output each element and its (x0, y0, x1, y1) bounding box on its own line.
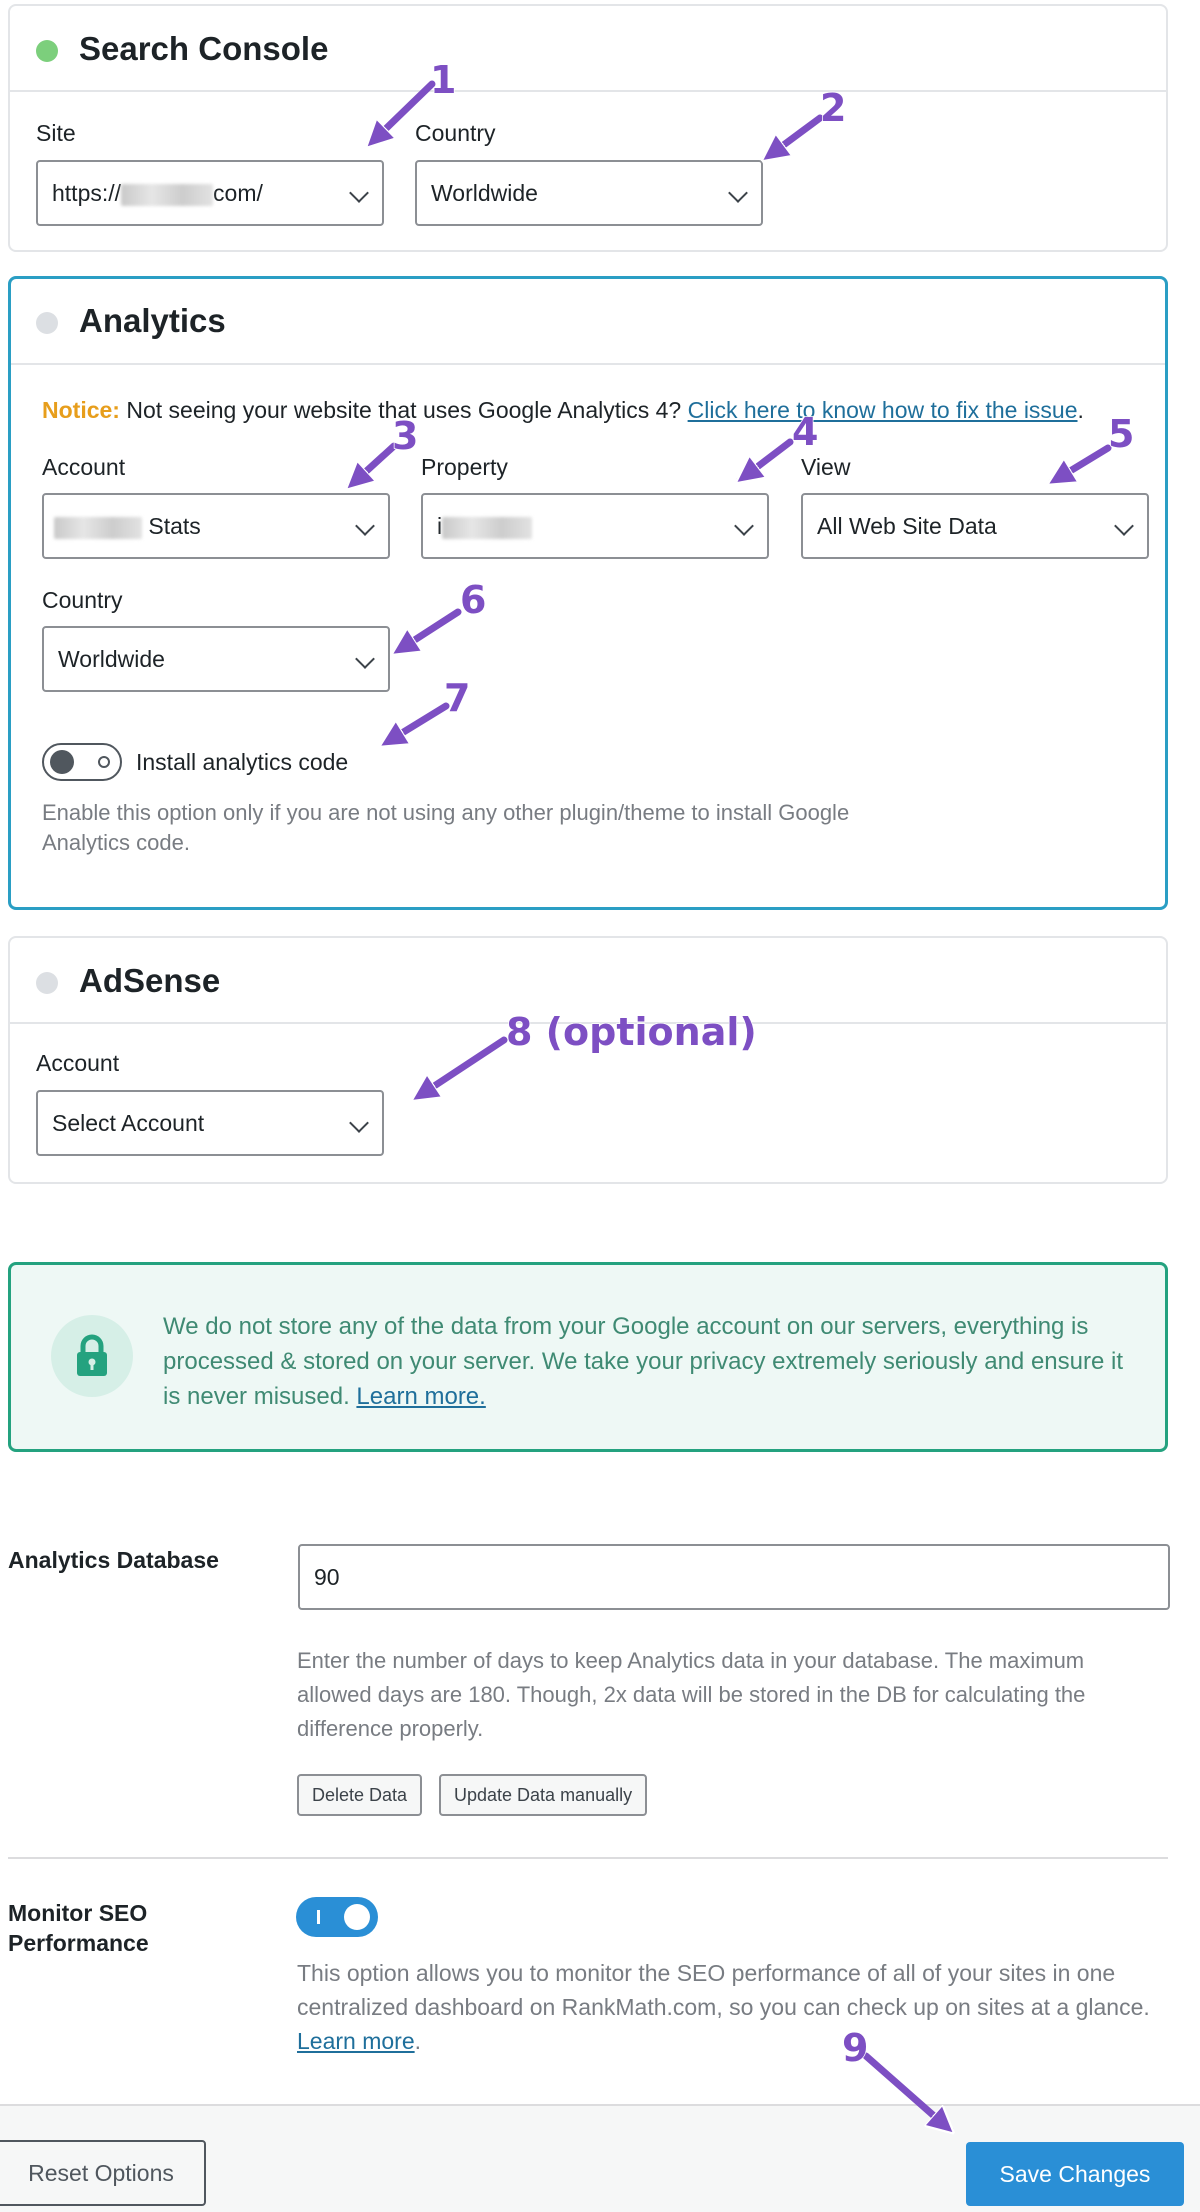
redacted-domain (121, 184, 213, 206)
adsense-account-label: Account (36, 1050, 120, 1076)
toggle-on-indicator (317, 1910, 320, 1924)
privacy-body: We do not store any of the data from your Google account on our servers, everything is processed & stored on your server. We take your privacy extremely seriously and ensure it is never misused. (163, 1313, 1123, 1410)
notice-fix-link[interactable]: Click here to know how to fix the issue (687, 397, 1078, 423)
section-divider (8, 1857, 1168, 1859)
chevron-down-icon (355, 516, 375, 536)
privacy-notice (8, 1262, 1168, 1452)
account-value: Stats (148, 513, 201, 539)
property-label: Property (421, 454, 508, 480)
analytics-database-help: Enter the number of days to keep Analytics data in your database. The maximum allowed days are 180. Though, 2x data will be stored in the DB for calculating the difference properly. (297, 1648, 1086, 1741)
chevron-down-icon (1114, 516, 1134, 536)
analytics-database-days-input[interactable]: 90 (298, 1544, 1170, 1610)
annotation-4: 4 (792, 410, 819, 454)
analytics-header (11, 279, 1165, 365)
analytics-title: Analytics (79, 302, 226, 339)
property-select[interactable] (421, 493, 769, 559)
lock-icon (51, 1315, 133, 1397)
search-console-card (8, 4, 1168, 252)
annotation-5: 5 (1108, 412, 1135, 456)
footer-bar (0, 2104, 1200, 2212)
chevron-down-icon (734, 516, 754, 536)
site-suffix: com/ (213, 180, 263, 206)
annotation-6: 6 (460, 578, 487, 622)
view-label: View (801, 454, 851, 480)
annotation-2: 2 (820, 86, 847, 130)
monitor-seo-help-end: . (414, 2028, 422, 2054)
adsense-account-select[interactable] (36, 1090, 384, 1156)
sc-country-value: Worldwide (431, 180, 538, 206)
annotation-9: 9 (842, 2026, 869, 2070)
search-console-header (10, 6, 1166, 92)
reset-options-button[interactable]: Reset Options (0, 2140, 206, 2206)
privacy-learn-more-link[interactable]: Learn more. (356, 1383, 486, 1410)
analytics-country-select[interactable] (42, 626, 390, 692)
delete-data-button[interactable]: Delete Data (297, 1774, 422, 1816)
account-select[interactable] (42, 493, 390, 559)
search-console-title: Search Console (79, 30, 329, 67)
redacted-property (442, 517, 532, 539)
site-prefix: https:// (52, 180, 122, 206)
toggle-off-indicator (98, 756, 110, 768)
privacy-text (163, 1309, 1123, 1414)
analytics-database-label: Analytics Database (8, 1547, 219, 1573)
status-dot-icon (36, 312, 58, 334)
notice-end: . (1077, 397, 1084, 423)
install-analytics-toggle[interactable] (42, 743, 122, 781)
site-label: Site (36, 120, 76, 146)
redacted-account (54, 517, 142, 539)
adsense-card (8, 936, 1168, 1184)
view-select[interactable] (801, 493, 1149, 559)
annotation-3: 3 (392, 414, 419, 458)
chevron-down-icon (349, 1113, 369, 1133)
chevron-down-icon (355, 649, 375, 669)
chevron-down-icon (349, 183, 369, 203)
adsense-title: AdSense (79, 962, 221, 999)
monitor-seo-label: Monitor SEO Performance (8, 1900, 149, 1956)
analytics-country-value: Worldwide (58, 646, 165, 672)
view-value: All Web Site Data (817, 513, 997, 539)
notice-text: Not seeing your website that uses Google Analytics 4? (126, 397, 682, 423)
status-dot-connected-icon (36, 40, 58, 62)
chevron-down-icon (728, 183, 748, 203)
save-changes-button[interactable]: Save Changes (966, 2142, 1184, 2206)
account-label: Account (42, 454, 126, 480)
sc-country-label: Country (415, 120, 496, 146)
site-select[interactable] (36, 160, 384, 226)
toggle-knob (50, 750, 74, 774)
toggle-knob (344, 1904, 370, 1930)
install-analytics-label: Install analytics code (136, 749, 349, 775)
sc-country-select[interactable] (415, 160, 763, 226)
annotation-1: 1 (430, 58, 457, 102)
annotation-7: 7 (444, 676, 471, 720)
monitor-seo-help-text: This option allows you to monitor the SEO performance of all of your sites in one centralized dashboard on RankMath.com, so you can check up on sites at a glance. (297, 1960, 1150, 2020)
status-dot-icon (36, 972, 58, 994)
analytics-country-label: Country (42, 587, 123, 613)
monitor-seo-help (297, 1956, 1177, 2058)
install-analytics-help: Enable this option only if you are not using any other plugin/theme to install Google Analytics code. (42, 800, 850, 855)
analytics-card (8, 276, 1168, 910)
update-data-manually-button[interactable]: Update Data manually (439, 1774, 647, 1816)
annotation-8-optional: 8 (optional) (506, 1010, 757, 1054)
monitor-seo-toggle[interactable] (296, 1897, 378, 1937)
monitor-seo-learn-more-link[interactable]: Learn more (297, 2028, 415, 2054)
adsense-account-value: Select Account (52, 1110, 205, 1136)
ga4-notice (42, 397, 1084, 424)
property-value: i (437, 513, 443, 539)
notice-tag: Notice: (42, 397, 120, 423)
